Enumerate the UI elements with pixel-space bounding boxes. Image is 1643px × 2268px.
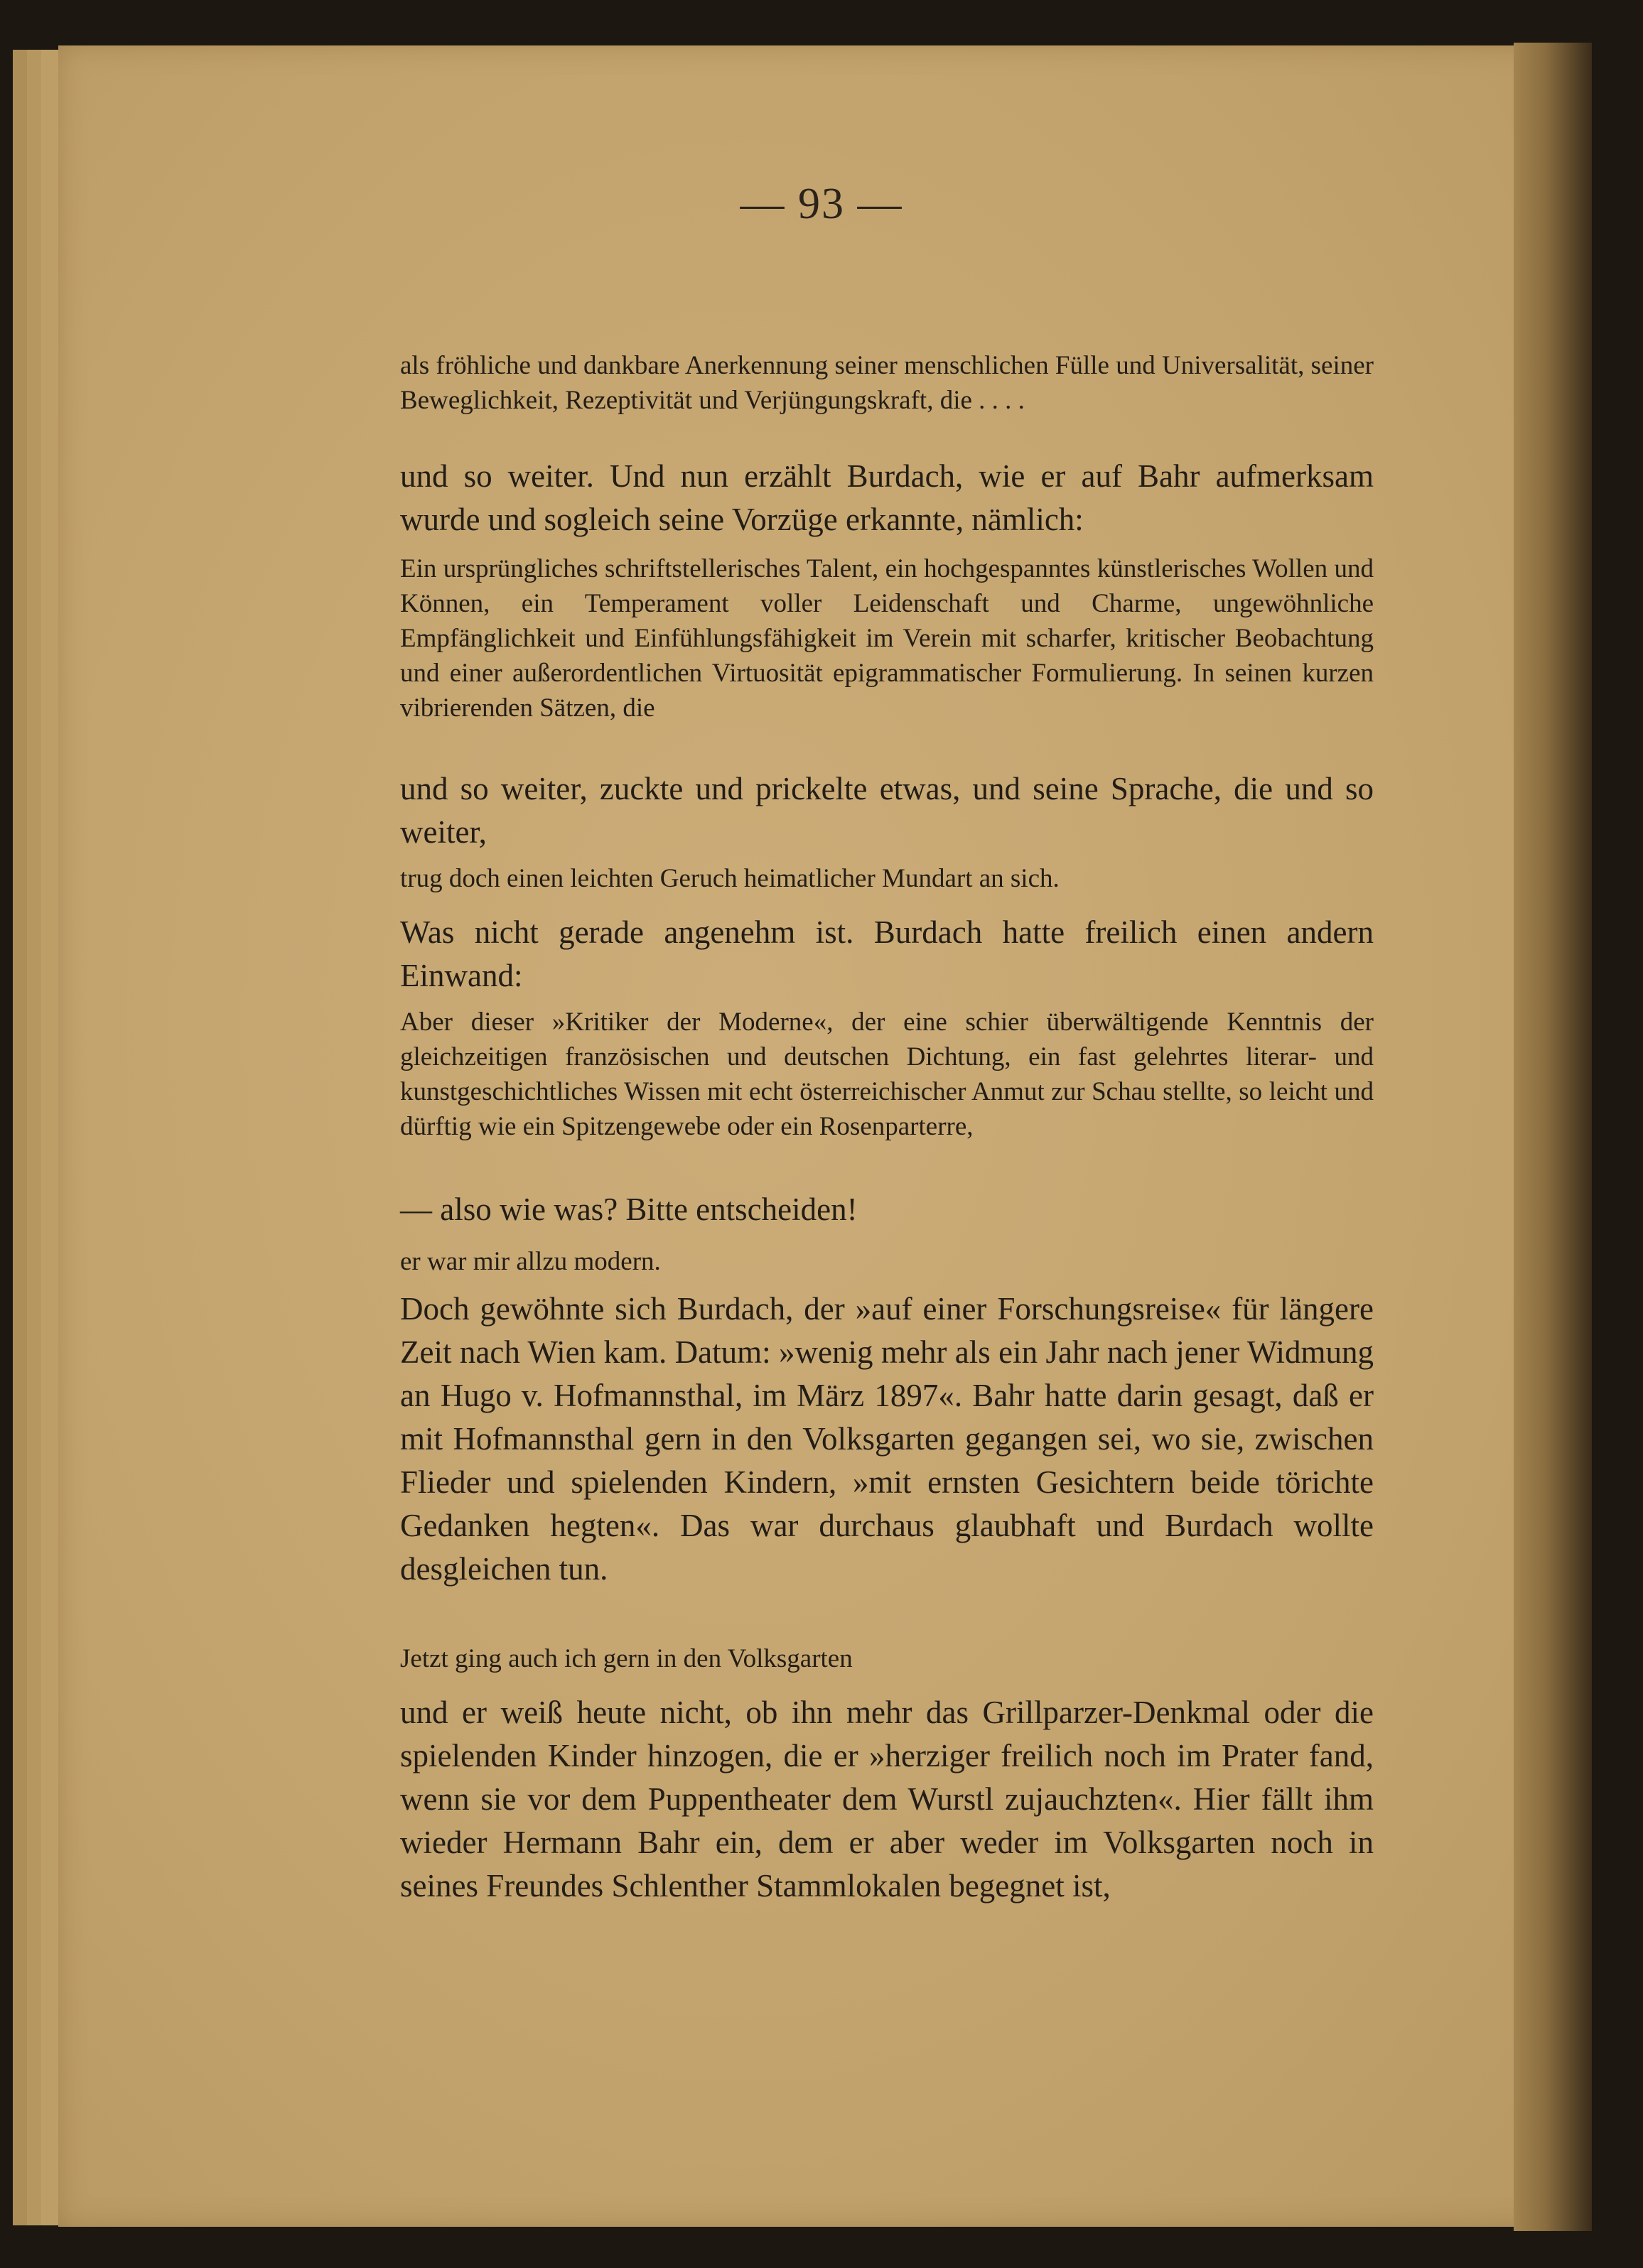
body-paragraph: und so weiter, zuckte und prickelte etwas, und seine Sprache, die und so weiter,: [400, 771, 1374, 850]
quote-paragraph: Ein ursprüngliches schriftstellerisches Talent, ein hochgespanntes künstlerisches Wollen und Können, ein Temperament voller Leidenschaft und Charme, ungewöhnliche Empfänglichkeit und Einfühlungsfähigkeit im Verein mit scharfer, kritischer Beobachtung und einer außerordentlichen Virtuosität epigrammatischer Formulierung. In seinen kurzen vibrierenden Sätzen, die: [400, 554, 1374, 723]
body-paragraph: — also wie was? Bitte entscheiden!: [400, 1192, 858, 1227]
quote-paragraph: trug doch einen leichten Geruch heimatlicher Mundart an sich.: [400, 864, 1060, 893]
quote-paragraph: Aber dieser »Kritiker der Moderne«, der eine schier überwältigende Kenntnis der gleichzeitigen französischen und deutschen Dichtung, ein fast gelehrtes literar- und kunstgeschichtliches Wissen mit echt österreichischer Anmut zur Schau stellte, so leicht und dürftig wie ein Spitzengewebe oder ein Rosenparterre,: [400, 1008, 1374, 1141]
quote-paragraph: Jetzt ging auch ich gern in den Volksgarten: [400, 1644, 853, 1673]
body-paragraph: und er weiß heute nicht, ob ihn mehr das Grillparzer-Denkmal oder die spielenden Kinder hinzogen, die er »herziger freilich noch im Prater fand, wenn sie vor dem Puppentheater dem Wurstl zujauchzten«. Hier fällt ihm wieder Hermann Bahr ein, dem er aber weder im Volksgarten noch in seines Freundes Schlenther Stammlokalen begegnet ist,: [400, 1695, 1374, 1904]
page-number: — 93 —: [740, 180, 903, 228]
body-paragraph: Doch gewöhnte sich Burdach, der »auf einer Forschungsreise« für längere Zeit nach Wien kam. Datum: »wenig mehr als ein Jahr nach jener Widmung an Hugo v. Hofmannsthal, im März 1897«. Bahr hatte darin gesagt, daß er mit Hofmannsthal gern in den Volksgarten gegangen sei, wo sie, zwischen Flieder und spielenden Kindern, »mit ernsten Gesichtern beide törichte Gedanken hegten«. Das war durchaus glaubhaft und Burdach wollte desgleichen tun.: [400, 1291, 1374, 1587]
book-gutter: [1514, 43, 1592, 2231]
quote-paragraph: er war mir allzu modern.: [400, 1247, 661, 1276]
body-paragraph: Was nicht gerade angenehm ist. Burdach hatte freilich einen andern Einwand:: [400, 914, 1374, 993]
body-paragraph: und so weiter. Und nun erzählt Burdach, wie er auf Bahr aufmerksam wurde und sogleich seine Vorzüge erkannte, nämlich:: [400, 458, 1374, 537]
quote-paragraph: als fröhliche und dankbare Anerkennung seiner menschlichen Fülle und Universalität, seiner Beweglichkeit, Rezeptivität und Verjüngungskraft, die . . . .: [400, 351, 1374, 415]
